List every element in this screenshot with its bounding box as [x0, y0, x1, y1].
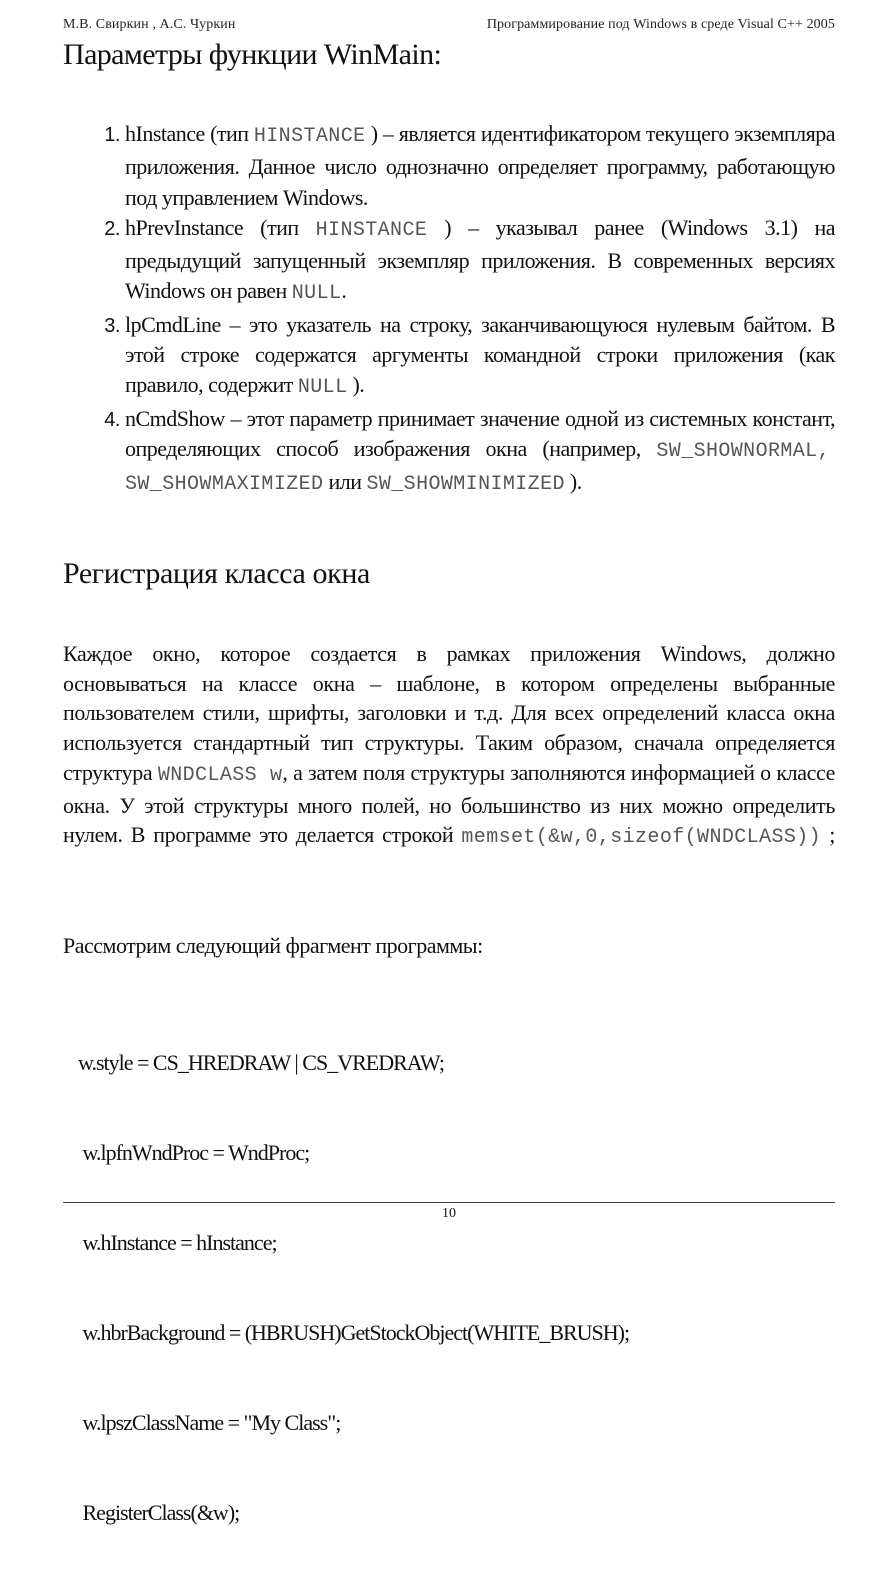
param-name: hPrevInstance — [125, 214, 244, 240]
param-name: lpCmdLine — [125, 311, 221, 337]
header-authors: М.В. Свиркин , А.С. Чуркин — [63, 17, 236, 32]
code-line: w.lpfnWndProc = WndProc; — [78, 1140, 310, 1165]
lead-in-text: Рассмотрим следующий фрагмент программы: — [63, 933, 483, 958]
code-line: w.lpszClassName = "My Class"; — [78, 1410, 341, 1435]
param-description: ) – указывал ранее (Windows 3.1) на предыдущий запущенный экземпляр приложения. В современных версиях Windows он равен — [125, 214, 835, 304]
param-item-lpcmdline: 3. lpCmdLine – это указатель на строку, заканчивающуюся нулевым байтом. В этой строке содержатся аргументы командной строки приложения (как правило, содержит NULL ). — [125, 310, 835, 404]
param-description: – это указатель на строку, заканчивающуюся нулевым байтом. В этой строке содержатся аргументы командной строки приложения (как правило, содержит — [125, 311, 835, 398]
param-item-ncmdshow: 4. nCmdShow – этот параметр принимает значение одной из системных констант, определяющих способ изображения окна (например, SW_SHOWNORMAL, SW_SHOWMAXIMIZED или SW_SHOWMINIMIZED ). — [125, 404, 835, 501]
struct-code: WNDCLASS w — [157, 763, 283, 787]
constant-code: SW_SHOWNORMAL, — [656, 439, 830, 463]
params-list — [63, 119, 835, 501]
param-item-hinstance: 1. hInstance (тип HINSTANCE ) – является идентификатором текущего экземпляра приложения. Данное число однозначно определяет программу, работающую под управлением Windows. — [125, 119, 835, 213]
null-code: NULL — [297, 376, 348, 400]
header-book-title: Программирование под Windows в среде Visual C++ 2005 — [486, 17, 835, 32]
type-code: HINSTANCE — [253, 125, 366, 148]
param-description: – этот параметр принимает значение одной из системных констант, определяющих способ изображения окна (например, — [125, 405, 835, 461]
code-line: w.hbrBackground = (HBRUSH)GetStockObject(WHITE_BRUSH); — [78, 1320, 630, 1345]
body-paragraph: Каждое окно, которое создается в рамках приложения Windows, должно основываться на классе окна – шаблоне, в котором определены выбранные пользователем стили, шрифты, заголовки и т.д. Для всех определений класса окна используется стандартный тип структуры. Таким образом, сначала определяется структура WNDCLASS w, а затем поля структуры заполняются информацией о классе окна. У этой структуры много полей, но большинство из них можно определить нулем. В программе это делается строкой memset(&w,0,sizeof(WNDCLASS)) ; — [63, 641, 835, 850]
code-line: RegisterClass(&w); — [78, 1500, 240, 1525]
section-title: Параметры функции WinMain: — [63, 38, 442, 71]
type-code: HINSTANCE — [315, 218, 428, 242]
code-line: w.style = CS_HREDRAW | CS_VREDRAW; — [78, 1050, 444, 1075]
code-fragment — [78, 988, 629, 1588]
param-name: nCmdShow — [125, 405, 225, 431]
document-page — [63, 0, 835, 1525]
param-item-hprevinstance: 2. hPrevInstance (тип HINSTANCE ) – указывал ранее (Windows 3.1) на предыдущий запущенный экземпляр приложения. В современных версиях Windows он равен NULL. — [125, 213, 835, 310]
running-header — [63, 17, 835, 33]
page-number: 10 — [442, 1206, 456, 1221]
memset-code: memset(&w,0,sizeof(WNDCLASS)) — [461, 826, 822, 850]
code-line: w.hInstance = hInstance; — [78, 1230, 277, 1255]
constant-code: SW_SHOWMAXIMIZED — [125, 473, 324, 497]
param-name: hInstance — [125, 121, 205, 146]
constant-code: SW_SHOWMINIMIZED — [366, 473, 565, 497]
subsection-title: Регистрация класса окна — [63, 557, 370, 590]
footer-divider — [63, 1202, 835, 1203]
null-code: NULL — [291, 282, 342, 306]
param-description: ) – является идентификатором текущего экземпляра приложения. Данное число однозначно определяет программу, работающую под управлением Windows. — [125, 121, 835, 210]
